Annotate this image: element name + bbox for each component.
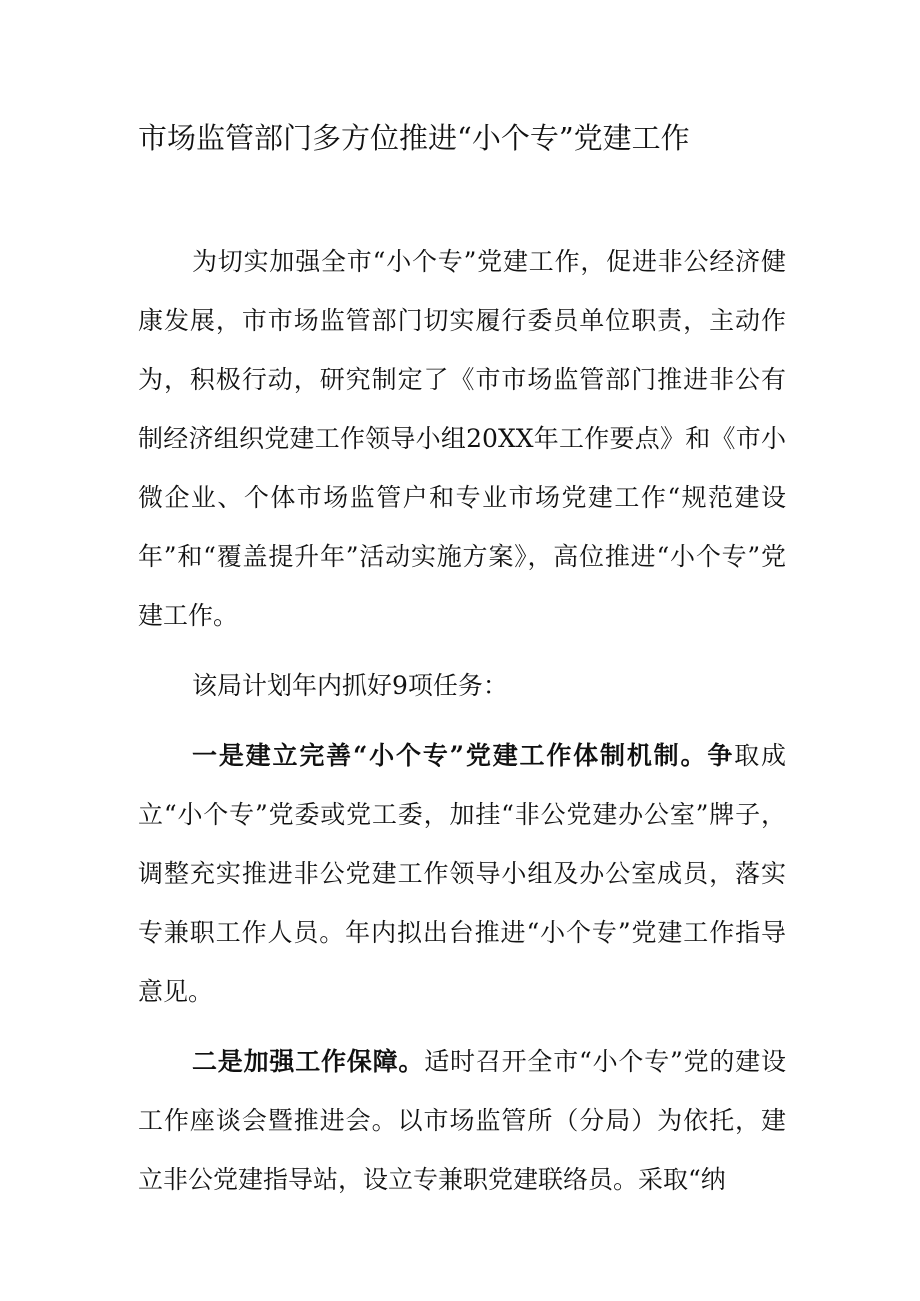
paragraph-lead: 一是建立完善“小个专”党建工作体制机制。争 <box>192 741 735 770</box>
document-body <box>138 232 786 1220</box>
paragraph-intro <box>138 232 786 645</box>
paragraph-task-two <box>138 1032 786 1209</box>
paragraph-text: 适时召开全市“小个专”党的建设工作座谈会暨推进会。以市场监管所（分局）为依托，建立非公党建指导站，设立专兼职党建联络员。采取“纳 <box>138 1047 786 1194</box>
paragraph-text: 该局计划年内抓好9项任务： <box>192 671 508 700</box>
document-title: 市场监管部门多方位推进“小个专”党建工作 <box>138 121 690 155</box>
paragraph-task-count <box>138 656 786 715</box>
paragraph-text: 为切实加强全市“小个专”党建工作，促进非公经济健康发展，市市场监管部门切实履行委员单位职责，主动作为，积极行动，研究制定了《市市场监管部门推进非公有制经济组织党建工作领导小组20XX年工作要点》和《市小微企业、个体市场监管户和专业市场党建工作“规范建设年”和“覆盖提升年”活动实施方案》，高位推进“小个专”党建工作。 <box>138 247 786 630</box>
paragraph-task-one <box>138 726 786 1021</box>
paragraph-text: 取成立“小个专”党委或党工委，加挂“非公党建办公室”牌子，调整充实推进非公党建工作领导小组及办公室成员，落实专兼职工作人员。年内拟出台推进“小个专”党建工作指导意见。 <box>138 741 786 1006</box>
paragraph-lead: 二是加强工作保障。 <box>192 1047 425 1076</box>
